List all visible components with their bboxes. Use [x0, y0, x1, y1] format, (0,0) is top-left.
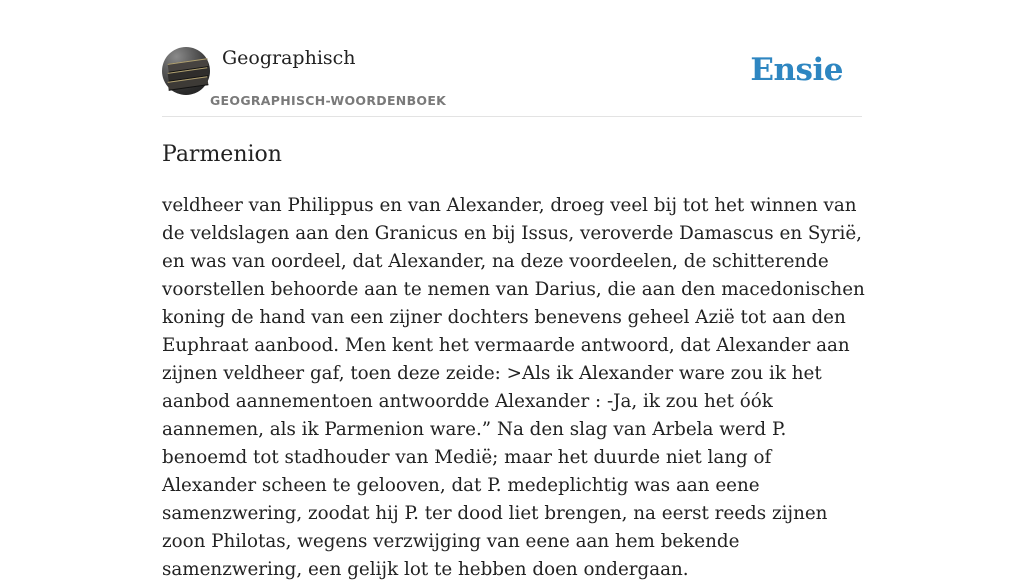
brand-logo[interactable]: Ensie — [750, 52, 843, 88]
source-header — [162, 46, 862, 117]
source-name-link[interactable]: Geographisch — [222, 47, 356, 69]
page-title: Parmenion — [162, 142, 282, 167]
article-body: veldheer van Philippus en van Alexander, droeg veel bij tot het winnen van de veldslagen aan den Granicus en bij Issus, veroverde Damascus en Syrië, en was van oordeel, dat Alexander, na deze voordeelen, de schitterende voorstellen behoorde aan te nemen van Darius, die aan den macedonischen koning de hand van een zijner dochters benevens geheel Azië tot aan den Euphraat aanbood. Men kent het vermaarde antwoord, dat Alexander aan zijnen veldheer gaf, toen deze zeide: >Als ik Alexander ware zou ik het aanbod aannementoen antwoordde Alexander : -Ja, ik zou het óók aannemen, als ik Parmenion ware.” Na den slag van Arbela werd P. benoemd tot stadhouder van Medië; maar het duurde niet lang of Alexander scheen te gelooven, dat P. medeplichtig was aan eene samenzwering, zoodat hij P. ter dood liet brengen, na eerst reeds zijnen zoon Philotas, wegens verzwijging van eene aan hem bekende samenzwering, een gelijk lot te hebben doen ondergaan. — [162, 195, 865, 580]
books-avatar-icon[interactable] — [162, 47, 210, 95]
source-slug: GEOGRAPHISCH-WOORDENBOEK — [210, 93, 447, 108]
